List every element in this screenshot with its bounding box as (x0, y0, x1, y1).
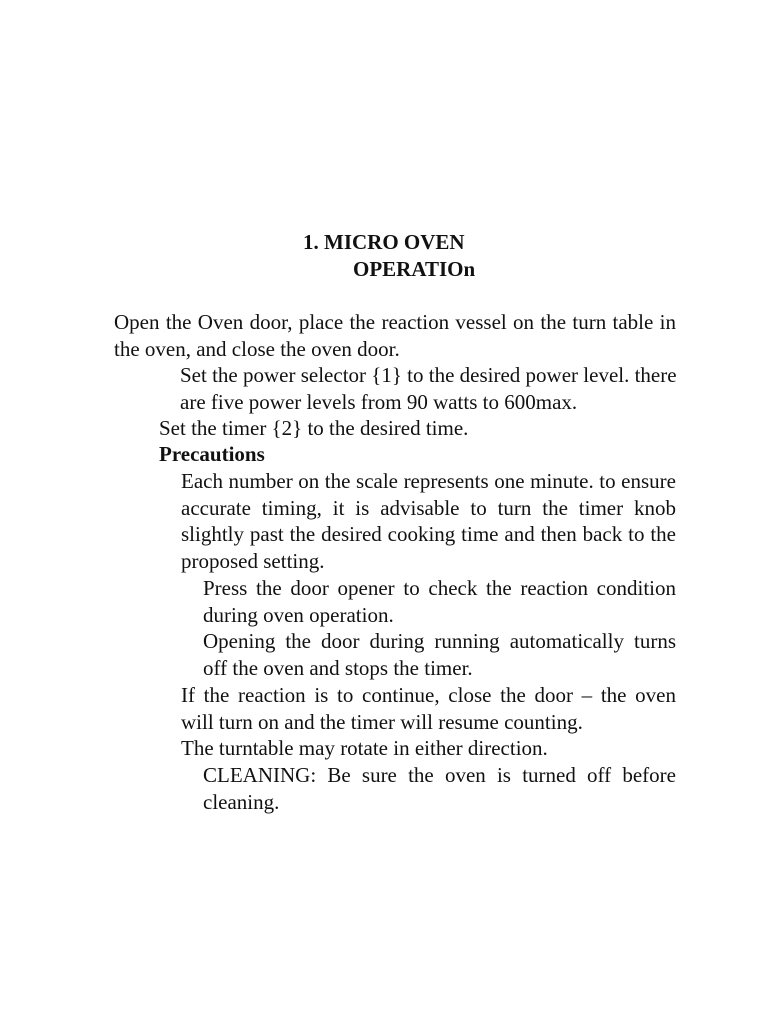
paragraph-turntable: The turntable may rotate in either direction. (181, 736, 548, 760)
paragraph-if-reaction: If the reaction is to continue, close the door – the oven will turn on and the timer will resume counting. (181, 683, 676, 734)
paragraph-door-opener: Press the door opener to check the reaction condition during oven operation. (203, 576, 676, 627)
section-title-line-2: OPERATIOn (353, 257, 476, 281)
paragraph-each-number: Each number on the scale represents one minute. to ensure accurate timing, it is advisable to turn the timer knob slightly past the desired cooking time and then back to the proposed setting. (181, 469, 676, 574)
precautions-heading: Precautions (159, 442, 265, 466)
paragraph-cleaning: CLEANING: Be sure the oven is turned off before cleaning. (203, 763, 676, 814)
paragraph-power-selector: Set the power selector {1} to the desired power level. there are five power levels from 90 watts to 600max. (180, 363, 677, 414)
paragraph-opening-door: Opening the door during running automatically turns off the oven and stops the timer. (203, 629, 676, 680)
paragraph-timer: Set the timer {2} to the desired time. (159, 416, 469, 440)
section-title-line-1: 1. MICRO OVEN (303, 230, 465, 254)
paragraph-open-door: Open the Oven door, place the reaction vessel on the turn table in the oven, and close the oven door. (114, 310, 676, 361)
